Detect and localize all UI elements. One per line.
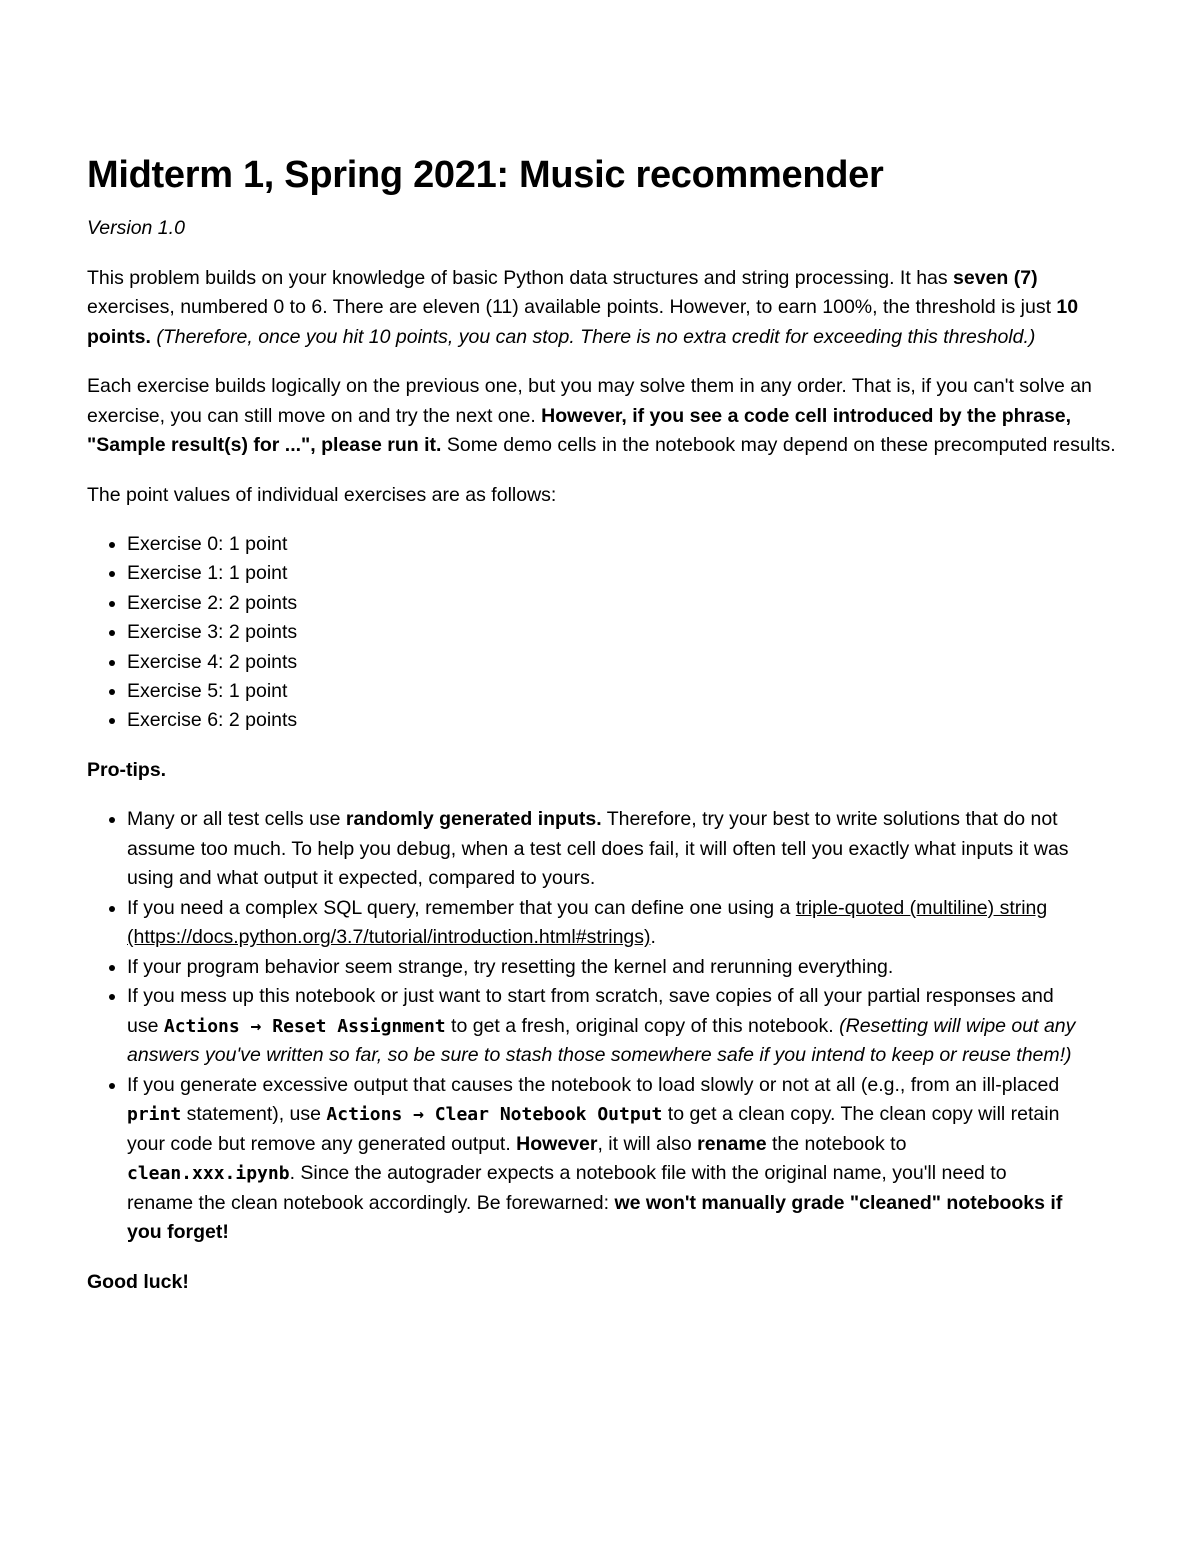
tip-reset-kernel: • If your program behavior seem strange, try resetting the kernel and rerunning everything. [127, 953, 1077, 983]
list-item: • Exercise 1: 1 point [127, 559, 1117, 588]
page-title: Midterm 1, Spring 2021: Music recommender [87, 154, 884, 196]
tips-list [87, 805, 1077, 1248]
tip-random-inputs: • Many or all test cells use randomly generated inputs. Therefore, try your best to write solutions that do not assume too much. To help you debug, when a test cell does fail, it will often tell you exactly what inputs it was using and what output it expected, compared to yours. [127, 805, 1077, 894]
list-item: • Exercise 6: 2 points [127, 706, 1117, 735]
points-intro: The point values of individual exercises are as follows: [87, 483, 557, 506]
tip-reset-assignment: • If you mess up this notebook or just want to start from scratch, save copies of all your partial responses and use Actions → Reset Assignment to get a fresh, original copy of this notebook. (Resetting will wipe out any answers you've written so far, so be sure to stash those somewhere safe if you intend to keep or reuse them!) [127, 982, 1077, 1071]
intro-paragraph: This problem builds on your knowledge of basic Python data structures and string processing. It has seven (7) exercises, numbered 0 to 6. There are eleven (11) available points. However, to earn 100%, the threshold is just 10 points. (Therefore, once you hit 10 points, you can stop. There is no extra credit for exceeding this threshold.) [87, 266, 1079, 348]
points-list [87, 530, 1117, 736]
version-label: Version 1.0 [87, 217, 185, 239]
list-item: • Exercise 4: 2 points [127, 648, 1117, 677]
document-page [87, 150, 1117, 1317]
list-item: • Exercise 2: 2 points [127, 589, 1117, 618]
closing-text: Good luck! [87, 1270, 189, 1293]
list-item: • Exercise 5: 1 point [127, 677, 1117, 706]
tip-clear-output: • If you generate excessive output that causes the notebook to load slowly or not at all (e.g., from an ill-placed print statement), use Actions → Clear Notebook Output to get a clean copy. The clean copy will retain your code but remove any generated output. However, it will also rename the notebook to clean.xxx.ipynb. Since the autograder expects a notebook file with the original name, you'll need to rename the clean notebook accordingly. Be forewarned: we won't manually grade "cleaned" notebooks if you forget! [127, 1071, 1077, 1248]
order-paragraph: Each exercise builds logically on the previous one, but you may solve them in any order. That is, if you can't solve an exercise, you can still move on and try the next one. However, if you see a code cell introduced by the phrase, "Sample result(s) for ...", please run it. Some demo cells in the notebook may depend on these precomputed results. [87, 375, 1116, 456]
list-item: • Exercise 3: 2 points [127, 618, 1117, 647]
list-item: • Exercise 0: 1 point [127, 530, 1117, 559]
strings-doc-link[interactable]: triple-quoted (multiline) string (https://docs.python.org/3.7/tutorial/introduction.html#strings) [127, 896, 1048, 949]
tip-sql-query: • If you need a complex SQL query, remember that you can define one using a triple-quoted (multiline) string (https://docs.python.org/3.7/tutorial/introduction.html#strings). [127, 894, 1077, 953]
protips-heading: Pro-tips. [87, 758, 167, 781]
